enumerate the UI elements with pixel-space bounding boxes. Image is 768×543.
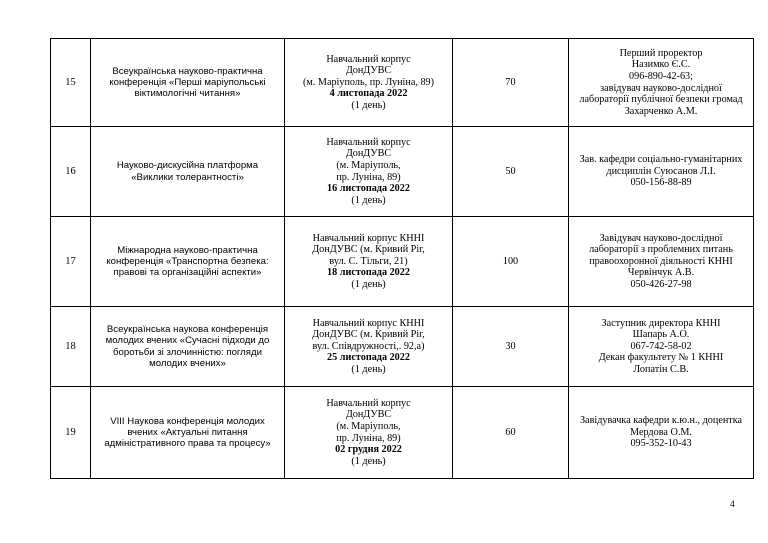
participants-count-cell xyxy=(453,217,569,307)
cell-line: 100 xyxy=(502,255,519,267)
cell-line: пр. Луніна, 89) xyxy=(336,171,401,183)
cell-line: 16 xyxy=(65,165,76,177)
cell-line: Зав. кафедри соціально-гуманітарних xyxy=(579,154,743,166)
cell-line: правові та організаційні аспекти» xyxy=(113,267,262,279)
cell-line: 095-352-10-43 xyxy=(630,438,692,450)
cell-line: Лопатін С.В. xyxy=(633,363,689,375)
cell-line: лабораторії з проблемних питань xyxy=(589,244,733,256)
cell-line: лабораторії публічної безпеки громад xyxy=(579,94,743,106)
cell-line: Назимко Є.С. xyxy=(631,59,691,71)
cell-line: конференція «Транспортна безпека: xyxy=(106,255,269,267)
row-number-cell xyxy=(51,39,91,127)
cell-line: віктимологічні читання» xyxy=(134,88,241,100)
cell-line: Завідувач науково-дослідної xyxy=(599,232,723,244)
cell-line: 18 xyxy=(65,340,76,352)
row-number-cell xyxy=(51,217,91,307)
cell-line: Завідувачка кафедри к.ю.н., доцентка xyxy=(579,415,743,427)
participants-count-cell xyxy=(453,387,569,479)
cell-line: 4 листопада 2022 xyxy=(329,88,408,100)
cell-line: Шапарь А.О. xyxy=(632,329,690,341)
cell-line: «Виклики толерантності» xyxy=(131,171,244,183)
cell-line: 02 грудня 2022 xyxy=(335,444,402,456)
cell-line: дисциплін Суюсанов Л.І. xyxy=(606,165,716,177)
cell-line: 16 листопада 2022 xyxy=(327,183,410,195)
cell-line: (м. Маріуполь, xyxy=(336,420,401,432)
event-name-cell xyxy=(91,39,285,127)
cell-line: 70 xyxy=(505,76,516,88)
participants-count-cell xyxy=(453,307,569,387)
responsible-contact-cell xyxy=(569,39,754,127)
cell-line: молодих вчених «Сучасні підходи до xyxy=(105,335,270,347)
participants-count-cell xyxy=(453,39,569,127)
venue-date-cell xyxy=(285,39,453,127)
event-name-cell xyxy=(91,127,285,217)
cell-line: (1 день) xyxy=(351,194,386,206)
cell-line: 050-156-88-89 xyxy=(630,177,692,189)
cell-line: 15 xyxy=(65,76,76,88)
cell-line: Мердова О.М. xyxy=(630,426,692,438)
table-row xyxy=(51,39,754,127)
cell-line: (1 день) xyxy=(351,455,386,467)
cell-line: конференція «Перші маріупольські xyxy=(109,76,266,88)
events-table xyxy=(50,38,754,479)
cell-line: (1 день) xyxy=(351,99,386,111)
cell-line: адміністративного права та процесу» xyxy=(104,438,271,450)
table-row xyxy=(51,387,754,479)
page-number: 4 xyxy=(730,500,735,510)
cell-line: 30 xyxy=(505,340,516,352)
cell-line: 096-890-42-63; xyxy=(629,70,693,82)
cell-line: Науково-дискусійна платформа xyxy=(116,160,259,172)
cell-line: правоохоронної діяльності КННІ xyxy=(589,255,733,267)
cell-line: Захарченко А.М. xyxy=(624,105,698,117)
cell-line: 60 xyxy=(505,426,516,438)
cell-line: ДонДУВС (м. Кривий Ріг, xyxy=(312,244,425,256)
cell-line: ДонДУВС xyxy=(345,65,392,77)
cell-line: Заступник директора КННІ xyxy=(601,317,721,329)
row-number-cell xyxy=(51,307,91,387)
cell-line: 19 xyxy=(65,426,76,438)
cell-line: завідувач науково-дослідної xyxy=(600,82,722,94)
venue-date-cell xyxy=(285,217,453,307)
cell-line: (1 день) xyxy=(351,363,386,375)
cell-line: ДонДУВС (м. Кривий Ріг, xyxy=(312,329,425,341)
responsible-contact-cell xyxy=(569,387,754,479)
cell-line: Міжнародна науково-практична xyxy=(117,244,258,256)
cell-line: Декан факультету № 1 КННІ xyxy=(598,352,724,364)
event-name-cell xyxy=(91,387,285,479)
cell-line: Навчальний корпус КННІ xyxy=(312,232,425,244)
responsible-contact-cell xyxy=(569,127,754,217)
venue-date-cell xyxy=(285,307,453,387)
cell-line: (1 день) xyxy=(351,278,386,290)
cell-line: 18 листопада 2022 xyxy=(327,267,410,279)
event-name-cell xyxy=(91,217,285,307)
responsible-contact-cell xyxy=(569,307,754,387)
cell-line: 50 xyxy=(505,165,516,177)
table-row xyxy=(51,307,754,387)
venue-date-cell xyxy=(285,127,453,217)
cell-line: вул. Співдружності,. 92,а) xyxy=(312,340,425,352)
venue-date-cell xyxy=(285,387,453,479)
cell-line: вчених «Актуальні питання xyxy=(127,426,248,438)
cell-line: (м. Маріуполь, пр. Луніна, 89) xyxy=(302,76,435,88)
event-name-cell xyxy=(91,307,285,387)
row-number-cell xyxy=(51,127,91,217)
cell-line: Всеукраїнська науково-практична xyxy=(112,65,263,77)
cell-line: 25 листопада 2022 xyxy=(327,352,410,364)
cell-line: Всеукраїнська наукова конференція xyxy=(106,324,269,336)
cell-line: 050-426-27-98 xyxy=(630,278,692,290)
cell-line: Перший проректор xyxy=(619,47,703,59)
cell-line: (м. Маріуполь, xyxy=(336,159,401,171)
cell-line: Навчальний корпус xyxy=(326,136,411,148)
cell-line: Навчальний корпус КННІ xyxy=(312,317,425,329)
cell-line: пр. Луніна, 89) xyxy=(336,432,401,444)
cell-line: 17 xyxy=(65,255,76,267)
cell-line: Навчальний корпус xyxy=(326,53,411,65)
cell-line: боротьби зі злочинністю: погляди xyxy=(113,346,262,358)
row-number-cell xyxy=(51,387,91,479)
cell-line: вул. С. Тільги, 21) xyxy=(329,255,408,267)
cell-line: 067-742-58-02 xyxy=(630,340,692,352)
cell-line: ДонДУВС xyxy=(345,148,392,160)
cell-line: Навчальний корпус xyxy=(326,397,411,409)
events-table-body xyxy=(51,39,754,479)
cell-line: VIII Наукова конференція молодих xyxy=(110,415,265,427)
table-row xyxy=(51,127,754,217)
cell-line: Червінчук А.В. xyxy=(627,267,695,279)
table-row xyxy=(51,217,754,307)
responsible-contact-cell xyxy=(569,217,754,307)
cell-line: ДонДУВС xyxy=(345,409,392,421)
cell-line: молодих вчених» xyxy=(149,357,226,369)
participants-count-cell xyxy=(453,127,569,217)
